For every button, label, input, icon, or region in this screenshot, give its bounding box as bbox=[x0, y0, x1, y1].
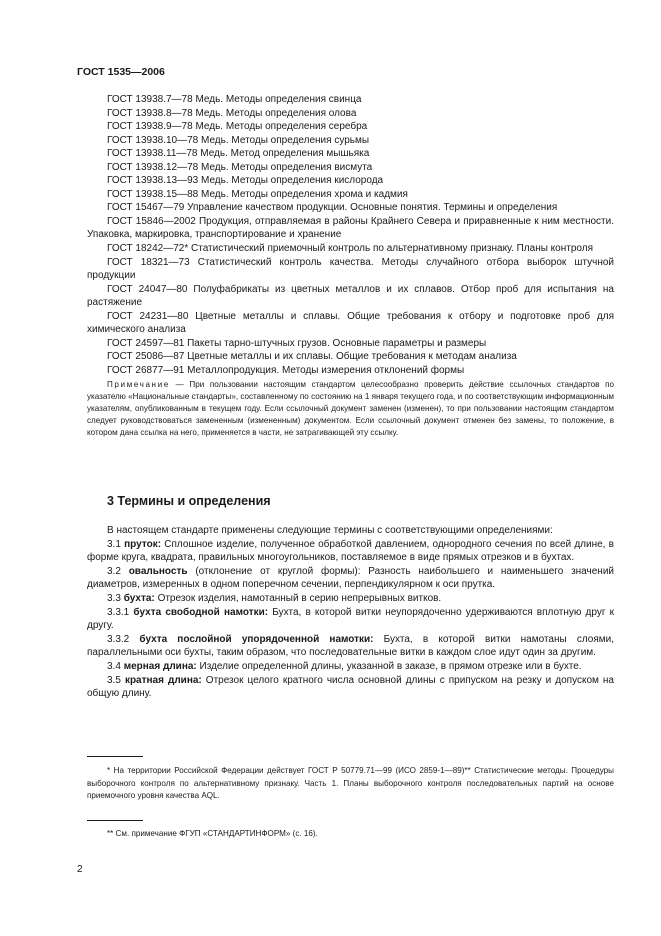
term-entry bbox=[87, 633, 614, 660]
reference-item: ГОСТ 13938.15—88 Медь. Методы определения хрома и кадмия bbox=[107, 188, 408, 200]
term-number: 3.2 bbox=[107, 565, 121, 577]
terms-section bbox=[87, 524, 614, 701]
section-intro: В настоящем стандарте применены следующие термины с соответствующими определениями: bbox=[107, 525, 553, 536]
term-definition: Сплошное изделие, полученное обработкой давлением, однородного сечения по всей длине, в форме круга, квадрата, правильных многоугольников, поставляемое в виде прямых отрезков и в бухтах. bbox=[87, 538, 614, 564]
term-number: 3.3 bbox=[107, 592, 121, 604]
reference-item: ГОСТ 13938.11—78 Медь. Метод определения мышьяка bbox=[107, 148, 370, 160]
reference-item: ГОСТ 24597—81 Пакеты тарно-штучных грузов. Основные параметры и размеры bbox=[107, 337, 487, 349]
reference-item: ГОСТ 13938.9—78 Медь. Методы определения серебра bbox=[107, 121, 368, 133]
term-name: мерная длина: bbox=[123, 660, 197, 672]
page-number: 2 bbox=[77, 864, 83, 875]
term-number: 3.4 bbox=[107, 660, 121, 672]
section-title: 3 Термины и определения bbox=[107, 494, 271, 508]
reference-item: ГОСТ 13938.8—78 Медь. Методы определения олова bbox=[107, 107, 357, 119]
term-name: кратная длина: bbox=[124, 674, 202, 686]
term-entry bbox=[87, 606, 614, 633]
footnote-2: ** См. примечание ФГУП «СТАНДАРТИНФОРМ» (с. 16). bbox=[107, 829, 318, 838]
reference-item: ГОСТ 24047—80 Полуфабрикаты из цветных металлов и их сплавов. Отбор проб для испытания на растяжение bbox=[87, 283, 614, 309]
term-definition: Отрезок изделия, намотанный в серию непрерывных витков. bbox=[157, 592, 442, 604]
reference-item: ГОСТ 26877—91 Металлопродукция. Методы измерения отклонений формы bbox=[107, 364, 465, 376]
term-definition: Отрезок целого кратного числа основной длины с припуском на резку и допуском на общую длину. bbox=[87, 674, 614, 700]
reference-item: ГОСТ 18321—73 Статистический контроль качества. Методы случайного отбора выборок штучной продукции bbox=[87, 256, 614, 282]
term-number: 3.3.1 bbox=[107, 606, 130, 618]
reference-item: ГОСТ 18242—72* Статистический приемочный контроль по альтернативному признаку. Планы контроля bbox=[107, 243, 593, 255]
page-header: ГОСТ 1535—2006 bbox=[77, 66, 165, 78]
term-definition: Бухта, в которой витки неупорядоченно удерживаются вплотную друг к другу. bbox=[87, 606, 615, 632]
term-name: пруток: bbox=[124, 538, 162, 550]
term-entry bbox=[87, 592, 614, 606]
reference-item: ГОСТ 24231—80 Цветные металлы и сплавы. Общие требования к отбору и подготовке проб для химического анализа bbox=[87, 310, 614, 336]
reference-item: ГОСТ 15467—79 Управление качеством продукции. Основные понятия. Термины и определения bbox=[107, 202, 558, 214]
term-name: бухта послойной упорядоченной намотки: bbox=[139, 633, 374, 645]
footnote-divider bbox=[87, 756, 143, 757]
footnote-1: * На территории Российской Федерации действует ГОСТ Р 50779.71—99 (ИСО 2859-1—89)** Статистические методы. Процедуры выборочного контроля по альтернативному признаку. Часть 1. Планы выборочного контроля последовательных партий на основе приемочного уровня качества AQL. bbox=[87, 766, 614, 800]
term-number: 3.1 bbox=[107, 538, 121, 550]
reference-item: ГОСТ 13938.7—78 Медь. Методы определения свинца bbox=[107, 94, 362, 105]
normative-references-list bbox=[87, 93, 614, 377]
term-definition: (отклонение от круглой формы): Разность наибольшего и наименьшего значений диаметров, измеренных в одном поперечном сечении, перпендикулярном к оси прутка. bbox=[87, 565, 614, 591]
note-label: Примечание bbox=[107, 380, 170, 389]
term-name: овальность bbox=[128, 565, 188, 577]
term-definition: Бухта, в которой витки намотаны слоями, параллельными оси бухты, таким образом, что последовательные витки в каждом слое идут один за другим. bbox=[87, 633, 614, 659]
reference-item: ГОСТ 13938.12—78 Медь. Методы определения висмута bbox=[107, 161, 373, 173]
reference-item: ГОСТ 13938.13—93 Медь. Методы определения кислорода bbox=[107, 175, 384, 187]
reference-item: ГОСТ 25086—87 Цветные металлы и их сплавы. Общие требования к методам анализа bbox=[107, 351, 517, 363]
term-number: 3.5 bbox=[107, 674, 121, 686]
term-definition: Изделие определенной длины, указанной в заказе, в прямом отрезке или в бухте. bbox=[199, 660, 582, 672]
term-name: бухта свободной намотки: bbox=[133, 606, 269, 618]
note-text: — При пользовании настоящим стандартом целесообразно проверить действие ссылочных стандартов по указателю «Национальные стандарты», составленному по состоянию на 1 января текущего года, и по соответствующим информационным указателям, опубликованным в текущем году. Если ссылочный документ заменен (изменен), то при пользовании настоящим стандартом следует руководствоваться замененным (измененным) документом. Если ссылочный документ отменен без замены, то положение, в котором дана ссылка на него, применяется в части, не затрагивающей эту ссылку. bbox=[87, 380, 615, 438]
term-entry bbox=[87, 538, 614, 565]
term-name: бухта: bbox=[123, 592, 155, 604]
references-note bbox=[87, 379, 614, 439]
term-entry bbox=[87, 660, 614, 674]
term-number: 3.3.2 bbox=[107, 633, 130, 645]
reference-item: ГОСТ 13938.10—78 Медь. Методы определения сурьмы bbox=[107, 134, 370, 146]
footnote-divider bbox=[87, 820, 143, 821]
term-entry bbox=[87, 674, 614, 701]
reference-item: ГОСТ 15846—2002 Продукция, отправляемая в районы Крайнего Севера и приравненные к ним местности. Упаковка, маркировка, транспортирование и хранение bbox=[87, 215, 614, 241]
term-entry bbox=[87, 565, 614, 592]
